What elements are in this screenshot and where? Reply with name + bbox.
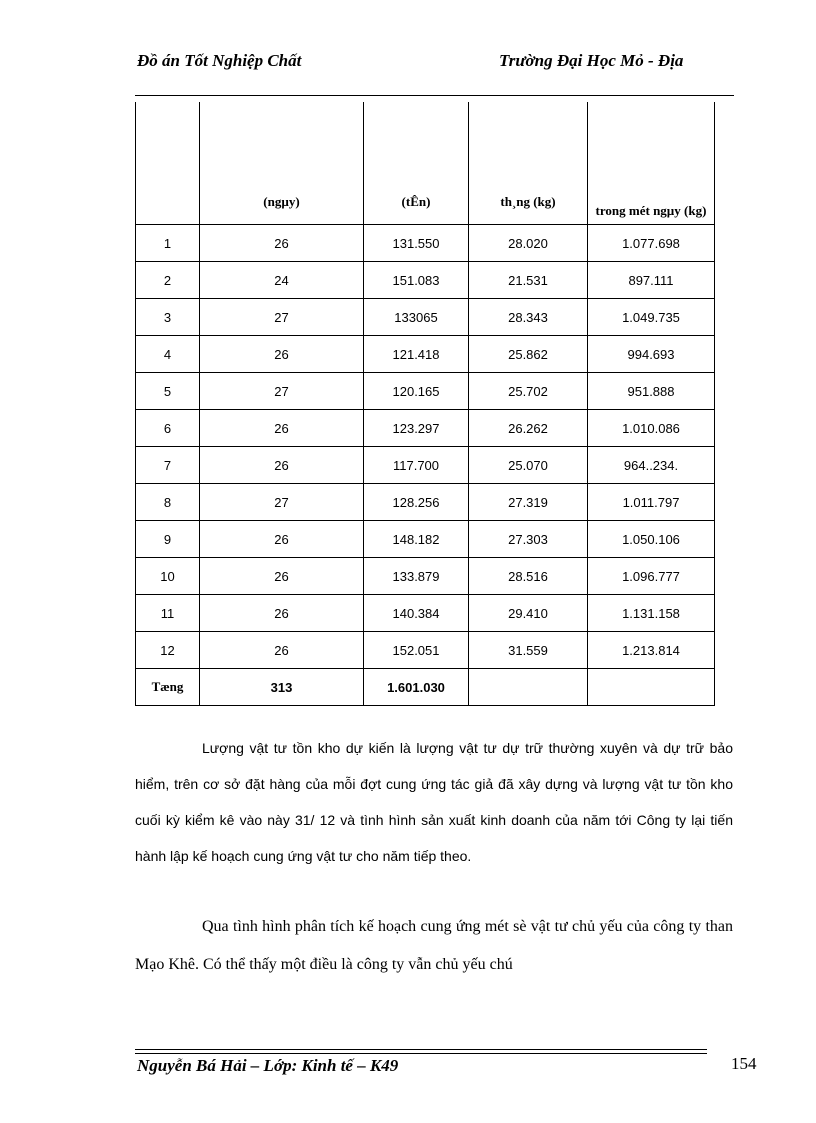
table-cell: 26 [200,336,364,373]
table-cell: 10 [136,558,200,595]
table-cell: 123.297 [364,410,469,447]
table-cell: 27 [200,373,364,410]
table-cell: 11 [136,595,200,632]
body-paragraph-1: Lượng vật tư tồn kho dự kiến là lượng vật tư dự trữ thường xuyên và dự trữ bảo hiểm, trên cơ sở đặt hàng của mỗi đợt cung ứng tác giả đã xây dựng và lượng vật tư tồn kho cuối kỳ kiểm kê vào này 31/ 12 và tình hình sản xuất kinh doanh của năm tới Công ty lại tiến hành lập kế hoạch cung ứng vật tư cho năm tiếp theo. [135,740,733,864]
table-cell: 5 [136,373,200,410]
table-cell: 131.550 [364,225,469,262]
table-row [136,262,715,299]
table-cell: 26 [200,521,364,558]
table-cell: 9 [136,521,200,558]
table-cell: 1.096.777 [588,558,715,595]
table-cell: 1.050.106 [588,521,715,558]
table-cell: 897.111 [588,262,715,299]
table-cell: 31.559 [469,632,588,669]
table-total-row [136,669,715,706]
footer-divider-top [135,1049,707,1050]
table-cell: 133065 [364,299,469,336]
header-left-title: Đồ án Tốt Nghiệp Chất [137,51,302,70]
table-cell: 21.531 [469,262,588,299]
table-cell: 28.343 [469,299,588,336]
table-cell: 1.131.158 [588,595,715,632]
table-cell: 8 [136,484,200,521]
table-cell: 29.410 [469,595,588,632]
table-row [136,558,715,595]
total-tonnage: 1.601.030 [364,669,469,706]
header-cell: (ngµy) [200,102,364,225]
header-cell [136,102,200,225]
table-cell: 151.083 [364,262,469,299]
data-table [135,102,715,706]
table-cell: 27.303 [469,521,588,558]
table-cell: 133.879 [364,558,469,595]
table-cell: 148.182 [364,521,469,558]
table-row [136,373,715,410]
table-row [136,595,715,632]
table-cell: 1.213.814 [588,632,715,669]
table-cell: 26 [200,225,364,262]
table-cell: 28.516 [469,558,588,595]
table-cell: 1.010.086 [588,410,715,447]
table-cell: 140.384 [364,595,469,632]
table-header-row [136,102,715,225]
table-cell: 25.702 [469,373,588,410]
table-cell: 4 [136,336,200,373]
table-cell: 27 [200,299,364,336]
header-cell: (tÊn) [364,102,469,225]
table-row [136,299,715,336]
table-cell: 26 [200,558,364,595]
table-row [136,336,715,373]
table-cell: 27 [200,484,364,521]
table-cell: 1.077.698 [588,225,715,262]
table-cell: 26 [200,595,364,632]
table-row [136,447,715,484]
table-cell: 6 [136,410,200,447]
table-row [136,521,715,558]
table-cell: 26 [200,447,364,484]
table-cell: 2 [136,262,200,299]
table-cell: 1.011.797 [588,484,715,521]
table-cell: 117.700 [364,447,469,484]
table-cell: 3 [136,299,200,336]
header-divider [135,95,734,96]
table-cell: 951.888 [588,373,715,410]
table-cell: 120.165 [364,373,469,410]
table-cell: 24 [200,262,364,299]
table-cell: 26 [200,410,364,447]
table-cell: 152.051 [364,632,469,669]
total-monthly [469,669,588,706]
table-row [136,410,715,447]
table-cell: 964..234. [588,447,715,484]
header-cell: th¸ng (kg) [469,102,588,225]
header-right-title: Trường Đại Học Mỏ - Địa [499,51,684,70]
table-cell: 25.070 [469,447,588,484]
table-cell: 26.262 [469,410,588,447]
page-number: 154 [731,1054,757,1073]
table-cell: 121.418 [364,336,469,373]
table-cell: 1 [136,225,200,262]
table-row [136,225,715,262]
table-cell: 28.020 [469,225,588,262]
table-cell: 1.049.735 [588,299,715,336]
total-daily [588,669,715,706]
body-paragraph-2: Qua tình hình phân tích kế hoạch cung ứng mét sè vật tư chủ yếu của công ty than Mạo Khê. Có thể thấy một điều là công ty vẫn chủ yếu chú [135,918,733,973]
table-row [136,484,715,521]
table-row [136,632,715,669]
table-cell: 26 [200,632,364,669]
table-body [136,225,715,669]
table-cell: 994.693 [588,336,715,373]
table-cell: 12 [136,632,200,669]
table-cell: 25.862 [469,336,588,373]
total-days: 313 [200,669,364,706]
header-cell: trong mét ngµy (kg) [588,102,715,225]
total-label: Tæng [136,669,200,706]
table-cell: 7 [136,447,200,484]
footer-author: Nguyễn Bá Hải – Lớp: Kinh tế – K49 [137,1056,399,1075]
table-cell: 128.256 [364,484,469,521]
table-cell: 27.319 [469,484,588,521]
